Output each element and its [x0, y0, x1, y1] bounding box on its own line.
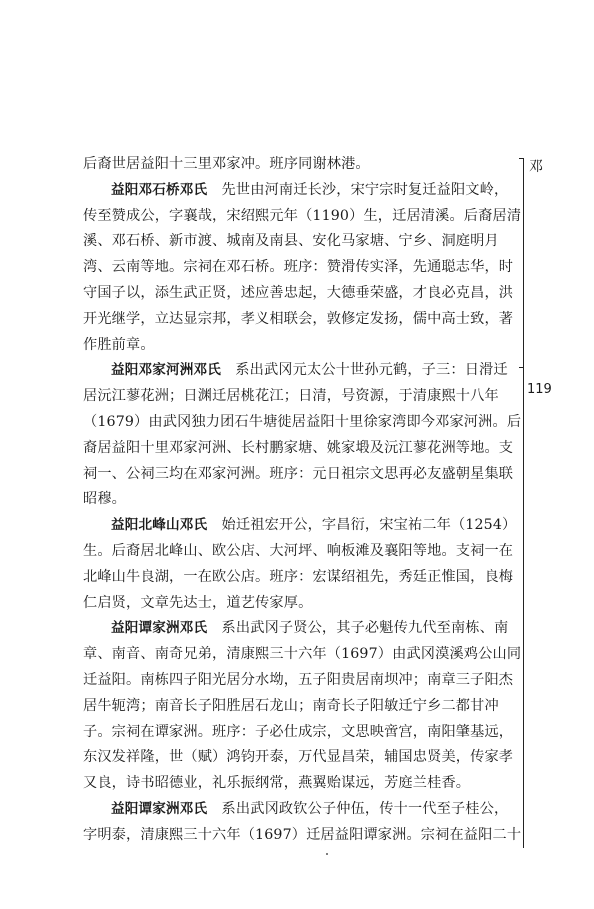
line-text: 字明泰，清康熙三十六年（1697）迁居益阳谭家洲。宗祠在益阳二十	[83, 826, 522, 843]
text-line	[83, 204, 522, 230]
text-line	[83, 410, 522, 436]
print-speck	[326, 853, 328, 855]
text-line	[83, 616, 515, 642]
line-text: （1679）由武冈独力团石牛塘徙居益阳十里徐家湾即今邓家河洲。后	[83, 413, 522, 430]
text-line	[83, 823, 522, 849]
line-text: 裔居益阳十里邓家河洲、长村鹏家塘、姚家塅及沅江蓼花洲等地。支	[83, 439, 514, 456]
line-text: 迁益阳。南栋四子阳光居分水坳，五子阳贵居南坝冲；南章三子阳杰	[83, 671, 514, 688]
line-text: 仁启贤，文章先达士，道艺传家厚。	[83, 594, 313, 611]
line-text: 开光继学，立达显宗邦，孝义相联会，敦修定发扬，儒中高士致，著	[83, 310, 514, 327]
text-line	[83, 513, 515, 539]
entry-heading: 益阳谭家洲邓氏	[111, 620, 208, 637]
line-text: 后裔世居益阳十三里邓家冲。班序同谢林港。	[83, 156, 370, 172]
line-text: 系出武冈政钦公子仲伍，传十一代至子桂公，	[207, 800, 509, 817]
text-line	[83, 358, 515, 384]
page-number: 119	[527, 382, 552, 397]
text-line	[83, 462, 515, 488]
line-text: 作胜前章。	[83, 336, 155, 353]
line-text: 东汉发祥隆，世（赋）鸿钧开泰，万代显昌荣，辅国忠贤美，传家孝	[83, 749, 514, 766]
text-line	[83, 745, 515, 771]
line-text: 又良，诗书昭德业，礼乐振纲常，燕翼贻谋远，芳庭兰桂香。	[83, 775, 471, 792]
text-line	[83, 565, 515, 591]
line-text: 系出武冈元太公十世孙元鹤，子三：日滑迁	[220, 362, 508, 379]
entry-heading: 益阳邓石桥邓氏	[111, 181, 208, 198]
margin-rule-tick	[519, 367, 524, 368]
text-line	[83, 178, 515, 204]
margin-rule-tick	[519, 158, 524, 159]
text-line	[83, 229, 515, 255]
margin-rule	[523, 158, 524, 848]
line-text: 昭穆。	[83, 491, 127, 508]
line-text: 祠一、公祠三均在邓家河洲。班序：元日祖宗文思再必友盛朝星集联	[83, 465, 514, 482]
entry-heading: 益阳北峰山邓氏	[111, 517, 208, 534]
line-text: 湾、云南等地。宗祠在邓石桥。班序：赞滑传实泽，先通聪志华，时	[83, 259, 514, 276]
text-line	[83, 281, 515, 307]
text-line	[83, 487, 515, 513]
line-text: 溪、邓石桥、新市渡、城南及南县、安化马家塘、宁乡、洞庭明月	[83, 233, 499, 250]
text-line	[83, 720, 515, 746]
text-line	[83, 668, 515, 694]
line-text: 守国子以，添生武正贤，述应善忠起，大德垂荣盛，才良必克昌，洪	[83, 284, 514, 301]
text-line	[83, 307, 515, 333]
text-line	[83, 591, 515, 617]
line-text: 北峰山牛良湖，一在欧公店。班序：宏谋绍祖先，秀廷正惟国，良梅	[83, 568, 514, 585]
line-text: 传至赞成公，字襄哉，宋绍熙元年（1190）生，迁居清溪。后裔居清	[83, 207, 522, 224]
line-text: 先世由河南迁长沙，宋宁宗时复迁益阳文岭，	[207, 181, 509, 198]
text-line	[83, 255, 515, 281]
line-text: 子。宗祠在谭家洲。班序：子必仕成宗，文思映啻宫，南阳肇基远，	[83, 723, 514, 740]
body-text	[83, 152, 522, 849]
text-line	[83, 694, 515, 720]
entry-heading: 益阳谭家洲邓氏	[111, 800, 208, 817]
line-text: 章、南音、南奇兄弟，清康熙三十六年（1697）由武冈漠溪鸡公山同	[83, 646, 522, 663]
line-text: 居牛轭湾；南音长子阳胜居石龙山；南奇长子阳敏迁宁乡二都甘冲	[83, 697, 499, 714]
section-marker: 邓	[529, 159, 543, 175]
entry-heading: 益阳邓家河洲邓氏	[111, 362, 221, 379]
line-text: 系出武冈子贤公，其子必魁传九代至南栋、南	[207, 620, 509, 637]
text-line	[83, 771, 515, 797]
text-line	[83, 436, 515, 462]
text-line	[83, 152, 515, 178]
line-text: 始迁祖宏开公，字昌衍，宋宝祐二年（1254）	[207, 517, 517, 534]
line-text: 居沅江蓼花洲；日渊迁居桃花江；日清，号资源，于清康熙十八年	[83, 388, 499, 405]
text-line	[83, 384, 515, 410]
text-line	[83, 797, 515, 823]
text-line	[83, 333, 515, 359]
line-text: 生。后裔居北峰山、欧公店、大河坪、响板滩及襄阳等地。支祠一在	[83, 542, 514, 559]
text-line	[83, 642, 522, 668]
text-line	[83, 539, 515, 565]
